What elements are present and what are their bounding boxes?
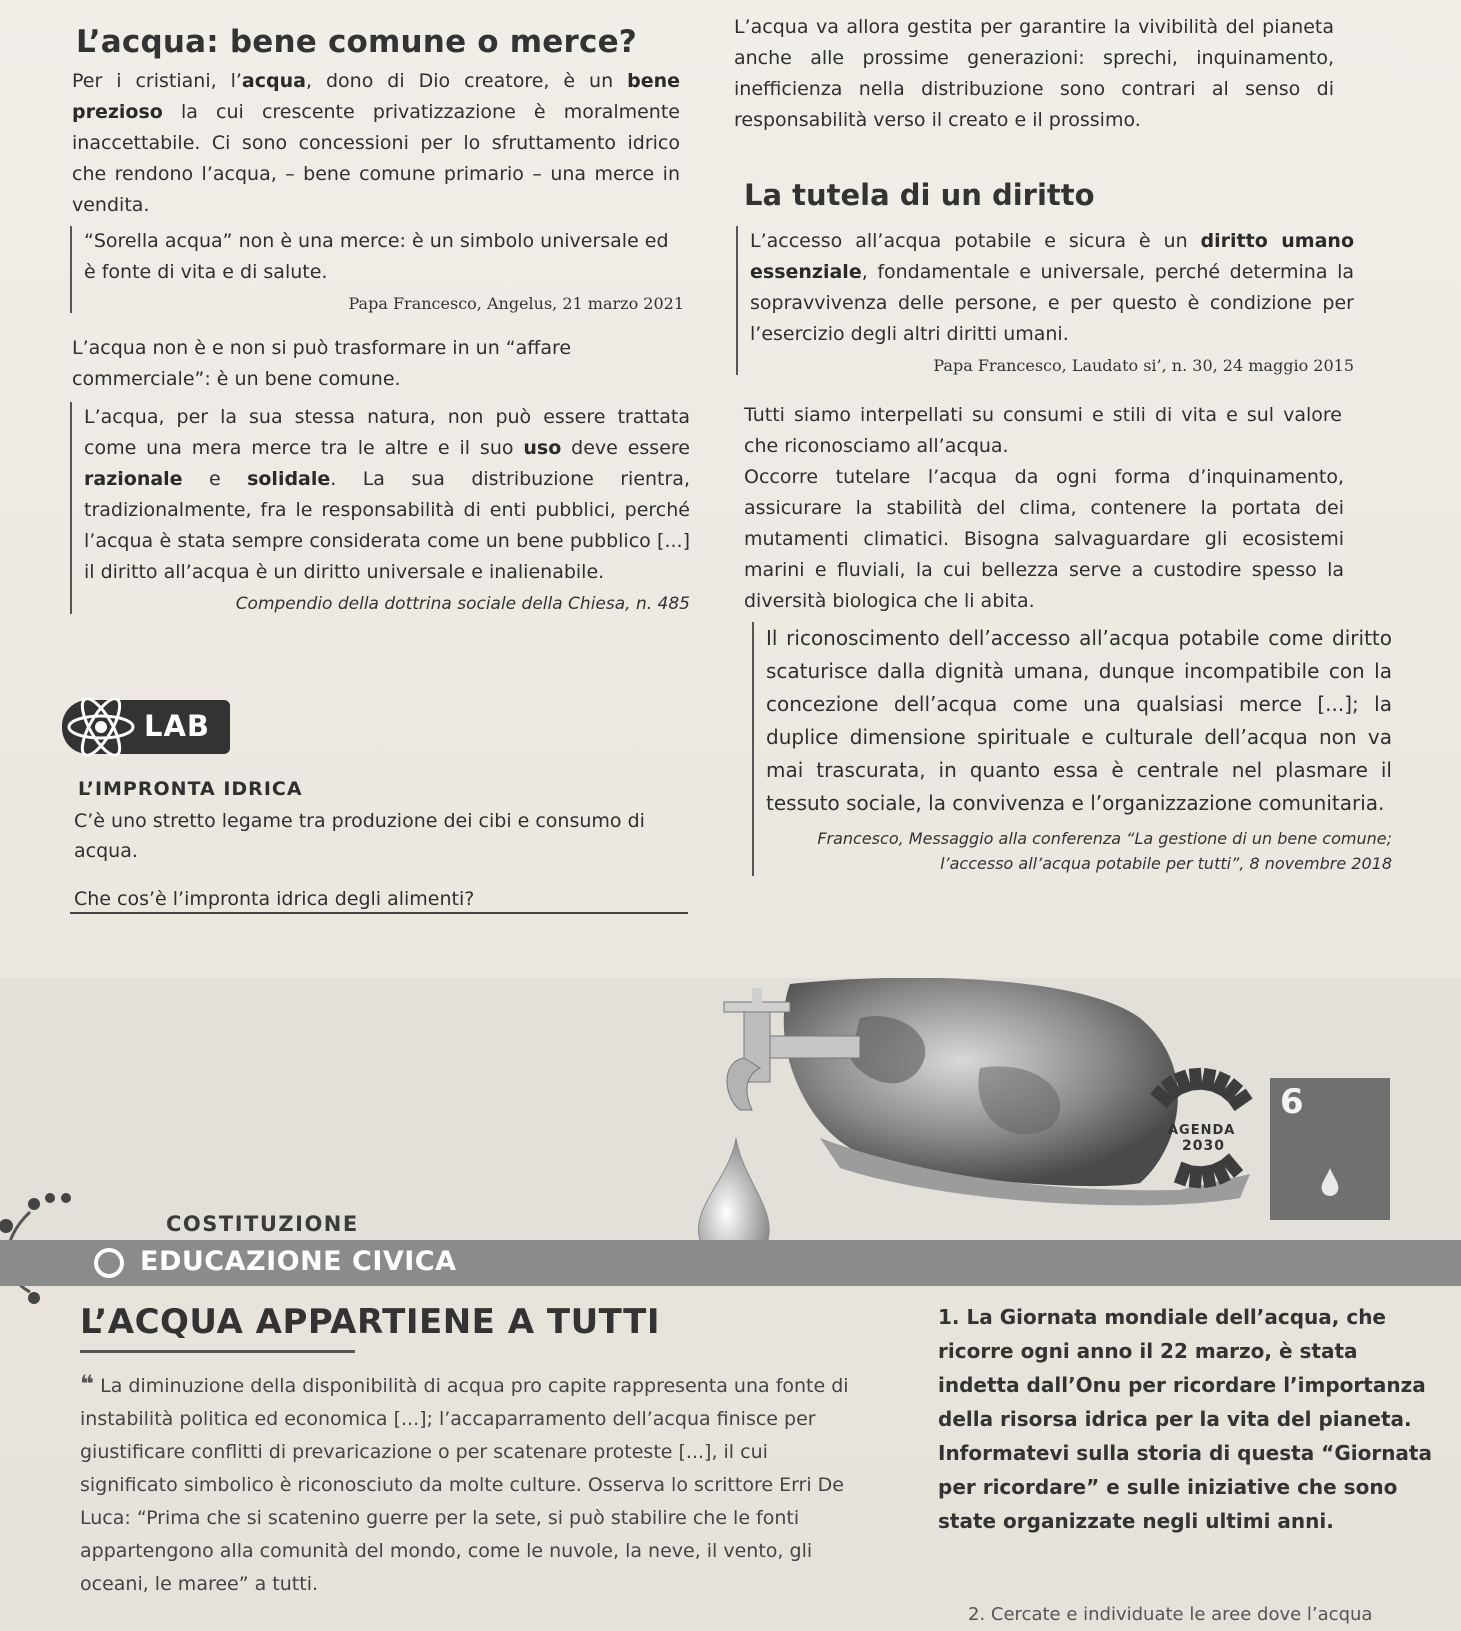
- quote-laudato-si-source: Papa Francesco, Laudato si’, n. 30, 24 maggio 2015: [933, 356, 1354, 375]
- commerce-paragraph: L’acqua non è e non si può trasformare in un “affare commerciale”: è un bene comune.: [72, 337, 572, 390]
- lab-text: C’è uno stretto legame tra produzione dei cibi e consumo di acqua.: [74, 810, 645, 862]
- lab-badge: [62, 700, 230, 754]
- quote-compendio-source: Compendio della dottrina sociale della Chiesa, n. 485: [235, 594, 690, 614]
- quote-messaggio: [752, 622, 1392, 876]
- civics-task-2-fragment: 2. Cercate e individuate le aree dove l’acqua: [968, 1604, 1373, 1625]
- task-body: La Giornata mondiale dell’acqua, che ricorre ogni anno il 22 marzo, è stata indetta dall’Onu per ricordare l’importanza della risorsa idrica per la vita del pianeta. Informatevi sulla storia di questa “Giornata per ricordare” e sulle iniziative che sono state organizzate negli ultimi anni.: [938, 1305, 1432, 1533]
- quote-compendio-text: L’acqua, per la sua stessa natura, non può essere trattata come una mera merce tra le altre e il suo uso deve essere razionale e solidale. La sua distribuzione rientra, tradizionalmente, fra le responsabilità di enti pubblici, perché l’acqua è stata sempre considerata come un bene pubblico [...] il diritto all’acqua è un diritto universale e inalienabile.: [84, 406, 690, 583]
- quote-angelus-text: “Sorella acqua” non è una merce: è un simbolo universale ed è fonte di vita e di salute.: [84, 230, 669, 283]
- educazione-civica-label: EDUCAZIONE CIVICA: [140, 1246, 457, 1277]
- lab-question: Che cos’è l’impronta idrica degli alimenti?: [74, 888, 475, 910]
- atom-icon: [62, 690, 140, 764]
- civics-heading-underline: [80, 1350, 355, 1353]
- sdg-number: 6: [1280, 1082, 1304, 1122]
- right-paragraph-2: Tutti siamo interpellati su consumi e stili di vita e sul valore che riconosciamo all’acqua.: [744, 404, 1342, 457]
- educazione-civica-bar: [0, 1240, 1461, 1286]
- quote-laudato-si: [736, 226, 1354, 375]
- agenda-year: 2030: [1182, 1138, 1225, 1154]
- quote-messaggio-source: Francesco, Messaggio alla conferenza “La gestione di un bene comune; l’accesso all’acqua potabile per tutti”, 8 novembre 2018: [817, 829, 1392, 873]
- lab-divider: [70, 912, 688, 914]
- quote-compendio: [70, 402, 690, 614]
- civics-heading: L’ACQUA APPARTIENE A TUTTI: [80, 1302, 660, 1342]
- quote-messaggio-text: Il riconoscimento dell’accesso all’acqua potabile come diritto scaturisce dalla dignità umana, dunque incompatibile con la concezione dell’acqua come una qualsiasi merce [...]; la duplice dimensione spirituale e culturale dell’acqua non va mai trascurata, in quanto essa è centrale nel plasmare il tessuto sociale, la convivenza e l’organizzazione comunitaria.: [766, 626, 1392, 815]
- civics-quote-text: [80, 1368, 870, 1601]
- quote-angelus: [70, 226, 684, 313]
- quote-angelus-source: Papa Francesco, Angelus, 21 marzo 2021: [348, 294, 684, 313]
- right-paragraph-3: Occorre tutelare l’acqua da ogni forma d’inquinamento, assicurare la stabilità del clima, contenere la portata dei mutamenti climatici. Bisogna salvaguardare gli ecosistemi marini e fluviali, la cui bellezza serve a custodire spesso la diversità biologica che li abita.: [744, 466, 1344, 612]
- right-paragraph-1: L’acqua va allora gestita per garantire la vivibilità del pianeta anche alle prossime generazioni: sprechi, inquinamento, inefficienza nella distribuzione sono contrari al senso di responsabilità verso il creato e il prossimo.: [734, 16, 1334, 131]
- agenda-label: AGENDA: [1168, 1123, 1236, 1138]
- quote-mark-icon: ❝: [80, 1370, 95, 1398]
- civics-quote-body: La diminuzione della disponibilità di acqua pro capite rappresenta una fonte di instabilità politica ed economica [...]; l’accaparramento dell’acqua finisce per giustificare conflitti di prevaricazione o per scatenare proteste [...], il cui significato simbolico è riconosciuto da molte culture. Osserva lo scrittore Erri De Luca: “Prima che si scatenino guerre per la sete, si può stabilire che le fonti appartengono alla comunità del mondo, come le nuvole, la neve, il vento, gli oceani, le maree” a tutti.: [80, 1375, 849, 1595]
- civics-task-1: [938, 1300, 1438, 1538]
- intro-paragraph: Per i cristiani, l’acqua, dono di Dio creatore, è un bene prezioso la cui crescente privatizzazione è moralmente inaccettabile. Ci sono concessioni per lo sfruttamento idrico che rendono l’acqua, – bene comune primario – una merce in vendita.: [72, 70, 680, 216]
- quote-laudato-si-text: L’accesso all’acqua potabile e sicura è un diritto umano essenziale, fondamentale e universale, perché determina la sopravvivenza delle persone, e per questo è condizione per l’esercizio degli altri diritti umani.: [750, 230, 1354, 345]
- lab-heading: L’IMPRONTA IDRICA: [78, 778, 303, 800]
- civics-quote: [80, 1368, 870, 1601]
- article-title: L’acqua: bene comune o merce?: [76, 24, 637, 60]
- costituzione-kicker: COSTITUZIONE: [166, 1212, 359, 1236]
- lab-label: LAB: [144, 709, 211, 743]
- civics-task-1-text: [938, 1300, 1438, 1538]
- section-title: La tutela di un diritto: [744, 178, 1095, 212]
- task-number: 1.: [938, 1305, 960, 1329]
- circle-bullet-icon: [92, 1246, 126, 1280]
